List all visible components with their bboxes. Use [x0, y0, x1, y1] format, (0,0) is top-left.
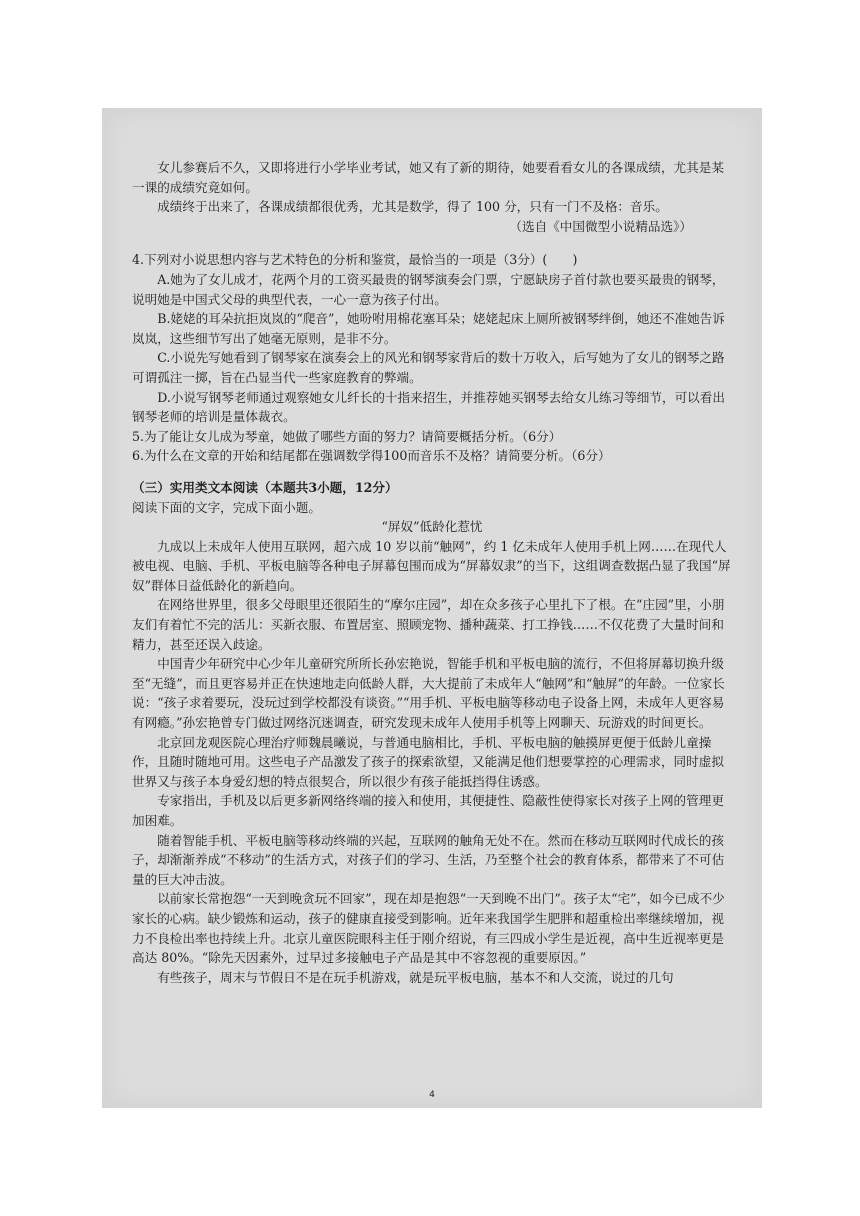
article-paragraph: 专家指出，手机及以后更多新网络终端的接入和使用，其便捷性、隐蔽性使得家长对孩子上网的管理更加困难。 [132, 793, 724, 828]
story-paragraph: 成绩终于出来了，各课成绩都很优秀，尤其是数学，得了 100 分，只有一门不及格：音乐。 [157, 199, 668, 215]
question-4-option-d: D.小说写钢琴老师通过观察她女儿纤长的十指来招生，并推荐她买钢琴去给女儿练习等细节，可以看出钢琴老师的培训是量体裁衣。 [132, 389, 725, 425]
article-paragraph: 有些孩子，周末与节假日不是在玩手机游戏，就是玩平板电脑，基本不和人交流，说过的几句 [157, 969, 674, 985]
article-paragraph: 九成以上未成年人使用互联网，超六成 10 岁以前“触网”，约 1 亿未成年人使用手机上网……在现代人被电视、电脑、手机、平板电脑等各种电子屏幕包围而成为“屏幕奴隶”的当下，这组调查数据凸显了我国“屏奴”群体日益低龄化的新趋向。 [132, 538, 731, 593]
article-paragraph: 北京回龙观医院心理治疗师魏晨曦说，与普通电脑相比，手机、平板电脑的触摸屏更便于低龄儿童操作，且随时随地可用。这些电子产品激发了孩子的探索欲望，又能满足他们想要掌控的心理需求，同时虚拟世界又与孩子本身爱幻想的特点很契合，所以很少有孩子能抵挡得住诱惑。 [132, 734, 724, 789]
question-4: 4.下列对小说思想内容与艺术特色的分析和鉴赏，最恰当的一项是（3分）( ) [132, 252, 578, 268]
question-6: 6.为什么在文章的开始和结尾都在强调数学得100而音乐不及格？请简要分析。（6分） [132, 448, 611, 464]
page-number: 4 [429, 1090, 435, 1100]
question-4-option-c: C.小说先写她看到了钢琴家在演奏会上的风光和钢琴家背后的数十万收入，后写她为了女儿的钢琴之路可谓孤注一掷，旨在凸显当代一些家庭教育的弊端。 [132, 350, 725, 385]
article-title: “屏奴”低龄化惹忧 [381, 519, 483, 535]
section-instruction: 阅读下面的文字，完成下面小题。 [132, 499, 321, 515]
article-paragraph: 中国青少年研究中心少年儿童研究所所长孙宏艳说，智能手机和平板电脑的流行，不但将屏幕切换升级至“无缝”，而且更容易并正在快速地走向低龄人群，大大提前了未成年人“触网”和“触屏”的年龄。一位家长说：“孩子求着要玩，没玩过到学校都没有谈资。”“用手机、平板电脑等移动电子设备上网，未成年人更容易有网瘾。”孙宏艳曾专门做过网络沉迷调查，研究发现未成年人使用手机等上网聊天、玩游戏的时间更长。 [132, 656, 725, 731]
article-paragraph: 以前家长常抱怨“一天到晚贪玩不回家”，现在却是抱怨“一天到晚不出门”。孩子太“宅”，如今已成不少家长的心病。缺少锻炼和运动，孩子的健康直接受到影响。近年来我国学生肥胖和超重检出率继续增加，视力不良检出率也持续上升。北京儿童医院眼科主任于刚介绍说，有三四成小学生是近视，高中生近视率更是高达 80%。“除先天因素外，过早过多接触电子产品是其中不容忽视的重要原因。” [132, 891, 725, 966]
document-body [132, 158, 732, 987]
section-heading: （三）实用类文本阅读（本题共3小题，12分） [132, 479, 398, 495]
question-4-option-b: B.姥姥的耳朵抗拒岚岚的“爬音”，她吩咐用棉花塞耳朵；姥姥起床上厕所被钢琴绊倒，她还不准她告诉岚岚，这些细节写出了她毫无原则，是非不分。 [132, 311, 725, 346]
scanned-page [102, 108, 762, 1108]
story-source: （选自《中国微型小说精品选》） [509, 218, 692, 234]
question-5: 5.为了能让女儿成为琴童，她做了哪些方面的努力？请简要概括分析。（6分） [132, 428, 562, 444]
article-paragraph: 随着智能手机、平板电脑等移动终端的兴起，互联网的触角无处不在。然而在移动互联网时代成长的孩子，却渐渐养成“不移动”的生活方式，对孩子们的学习、生活，乃至整个社会的教育体系，都带来了不可估量的巨大冲击波。 [132, 832, 725, 887]
question-4-option-a: A.她为了女儿成才，花两个月的工资买最贵的钢琴演奏会门票，宁愿缺房子首付款也要买最贵的钢琴，说明她是中国式父母的典型代表，一心一意为孩子付出。 [132, 271, 725, 307]
story-paragraph: 女儿参赛后不久，又即将进行小学毕业考试，她又有了新的期待，她要看看女儿的各课成绩，尤其是某一课的成绩究竟如何。 [132, 160, 724, 195]
article-paragraph: 在网络世界里，很多父母眼里还很陌生的“摩尔庄园”，却在众多孩子心里扎下了根。在“庄园”里，小朋友们有着忙不完的活儿：买新衣服、布置居室、照顾宠物、播种蔬菜、打工挣钱……不仅花费了大量时间和精力，甚至还误入歧途。 [132, 597, 725, 652]
